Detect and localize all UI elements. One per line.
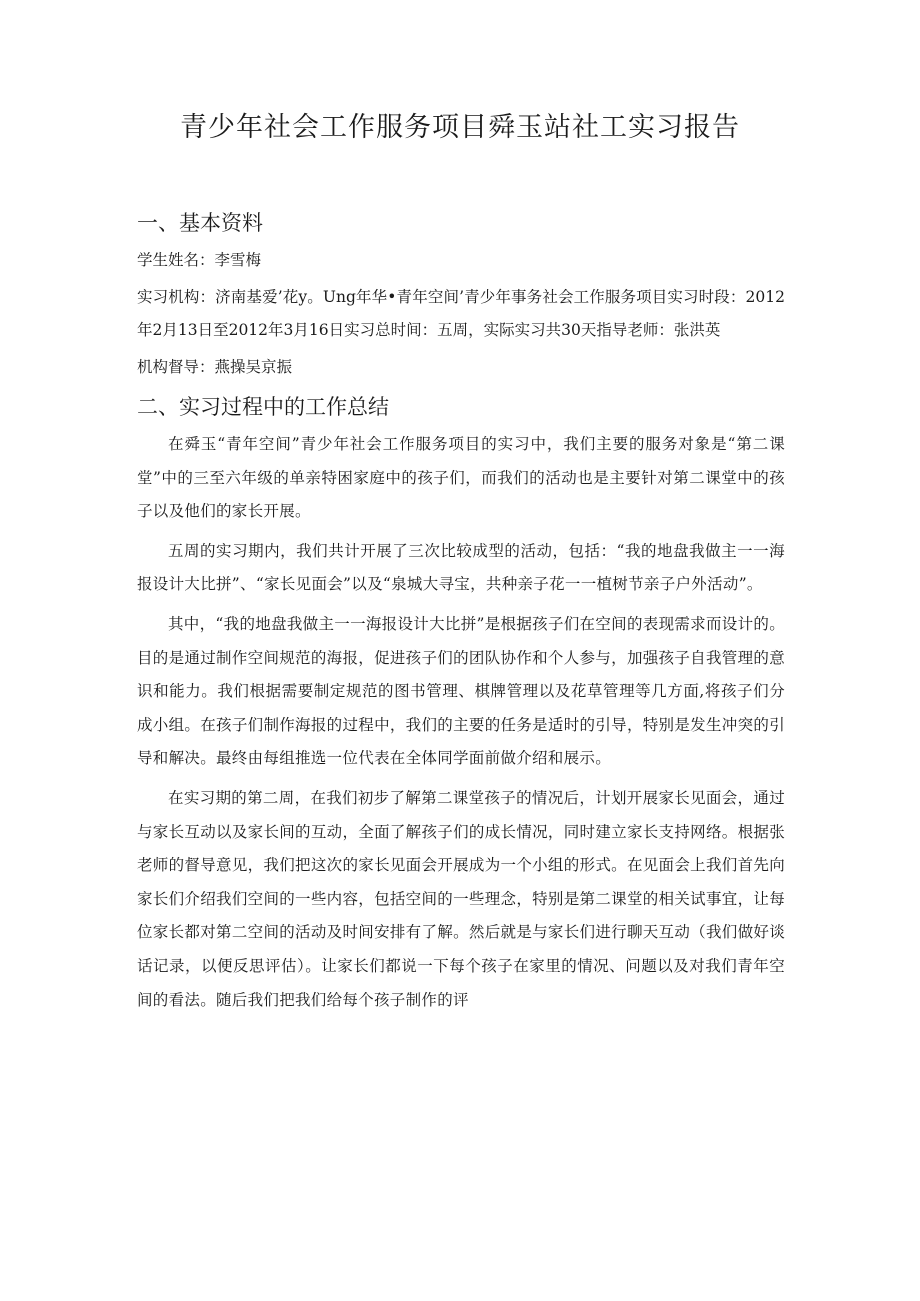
body-paragraph: 在实习期的第二周，在我们初步了解第二课堂孩子的情况后，计划开展家长见面会，通过与家长互动以及家长间的互动，全面了解孩子们的成长情况，同时建立家长支持网络。根据张老师的督导意见，我们把这次的家长见面会开展成为一个小组的形式。在见面会上我们首先向家长们介绍我们空间的一些内容，包括空间的一些理念，特别是第二课堂的相关试事宜，让每位家长都对第二空间的活动及时间安排有了解。然后就是与家长们进行聊天互动（我们做好谈话记录，以便反思评估）。让家长们都说一下每个孩子在家里的情况、问题以及对我们青年空间的看法。随后我们把我们给每个孩子制作的评: [137, 788, 785, 1009]
body-paragraph: 在舜玉“青年空间”青少年社会工作服务项目的实习中，我们主要的服务对象是“第二课堂”中的三至六年级的单亲特困家庭中的孩子们，而我们的活动也是主要针对第二课堂中的孩子以及他们的家长开展。: [137, 435, 785, 521]
institution-line: 实习机构：济南基爱’花y。Ung年华•青年空间’青少年事务社会工作服务项目实习时段：2012年2月13日至2012年3月16日实习总时间：五周，实际实习共30天指导老师：张洪英: [137, 288, 785, 339]
section-heading-basic-info: 一、基本资料: [137, 211, 263, 235]
body-paragraph: 其中，“我的地盘我做主一一海报设计大比拼”是根据孩子们在空间的表现需求而设计的。目的是通过制作空间规范的海报，促进孩子们的团队协作和个人参与，加强孩子自我管理的意识和能力。我们根据需要制定规范的图书管理、棋牌管理以及花草管理等几方面,将孩子们分成小组。在孩子们制作海报的过程中，我们的主要的任务是适时的引导，特别是发生冲突的引导和解决。最终由每组推选一位代表在全体同学面前做介绍和展示。: [137, 614, 785, 768]
body-paragraph: 五周的实习期内，我们共计开展了三次比较成型的活动，包括：“我的地盘我做主一一海报设计大比拼”、“家长见面会”以及“泉城大寻宝，共种亲子花一一植树节亲子户外活动”。: [137, 541, 785, 594]
basic-info-block: [137, 244, 785, 384]
section-heading-work-summary: 二、实习过程中的工作总结: [137, 395, 389, 419]
supervisor-line: 机构督导：燕操吴京振: [137, 358, 293, 376]
student-name-line: 学生姓名：李雪梅: [137, 251, 262, 269]
document-title: 青少年社会工作服务项目舜玉站社工实习报告: [180, 112, 740, 143]
document-body: [137, 206, 785, 1023]
